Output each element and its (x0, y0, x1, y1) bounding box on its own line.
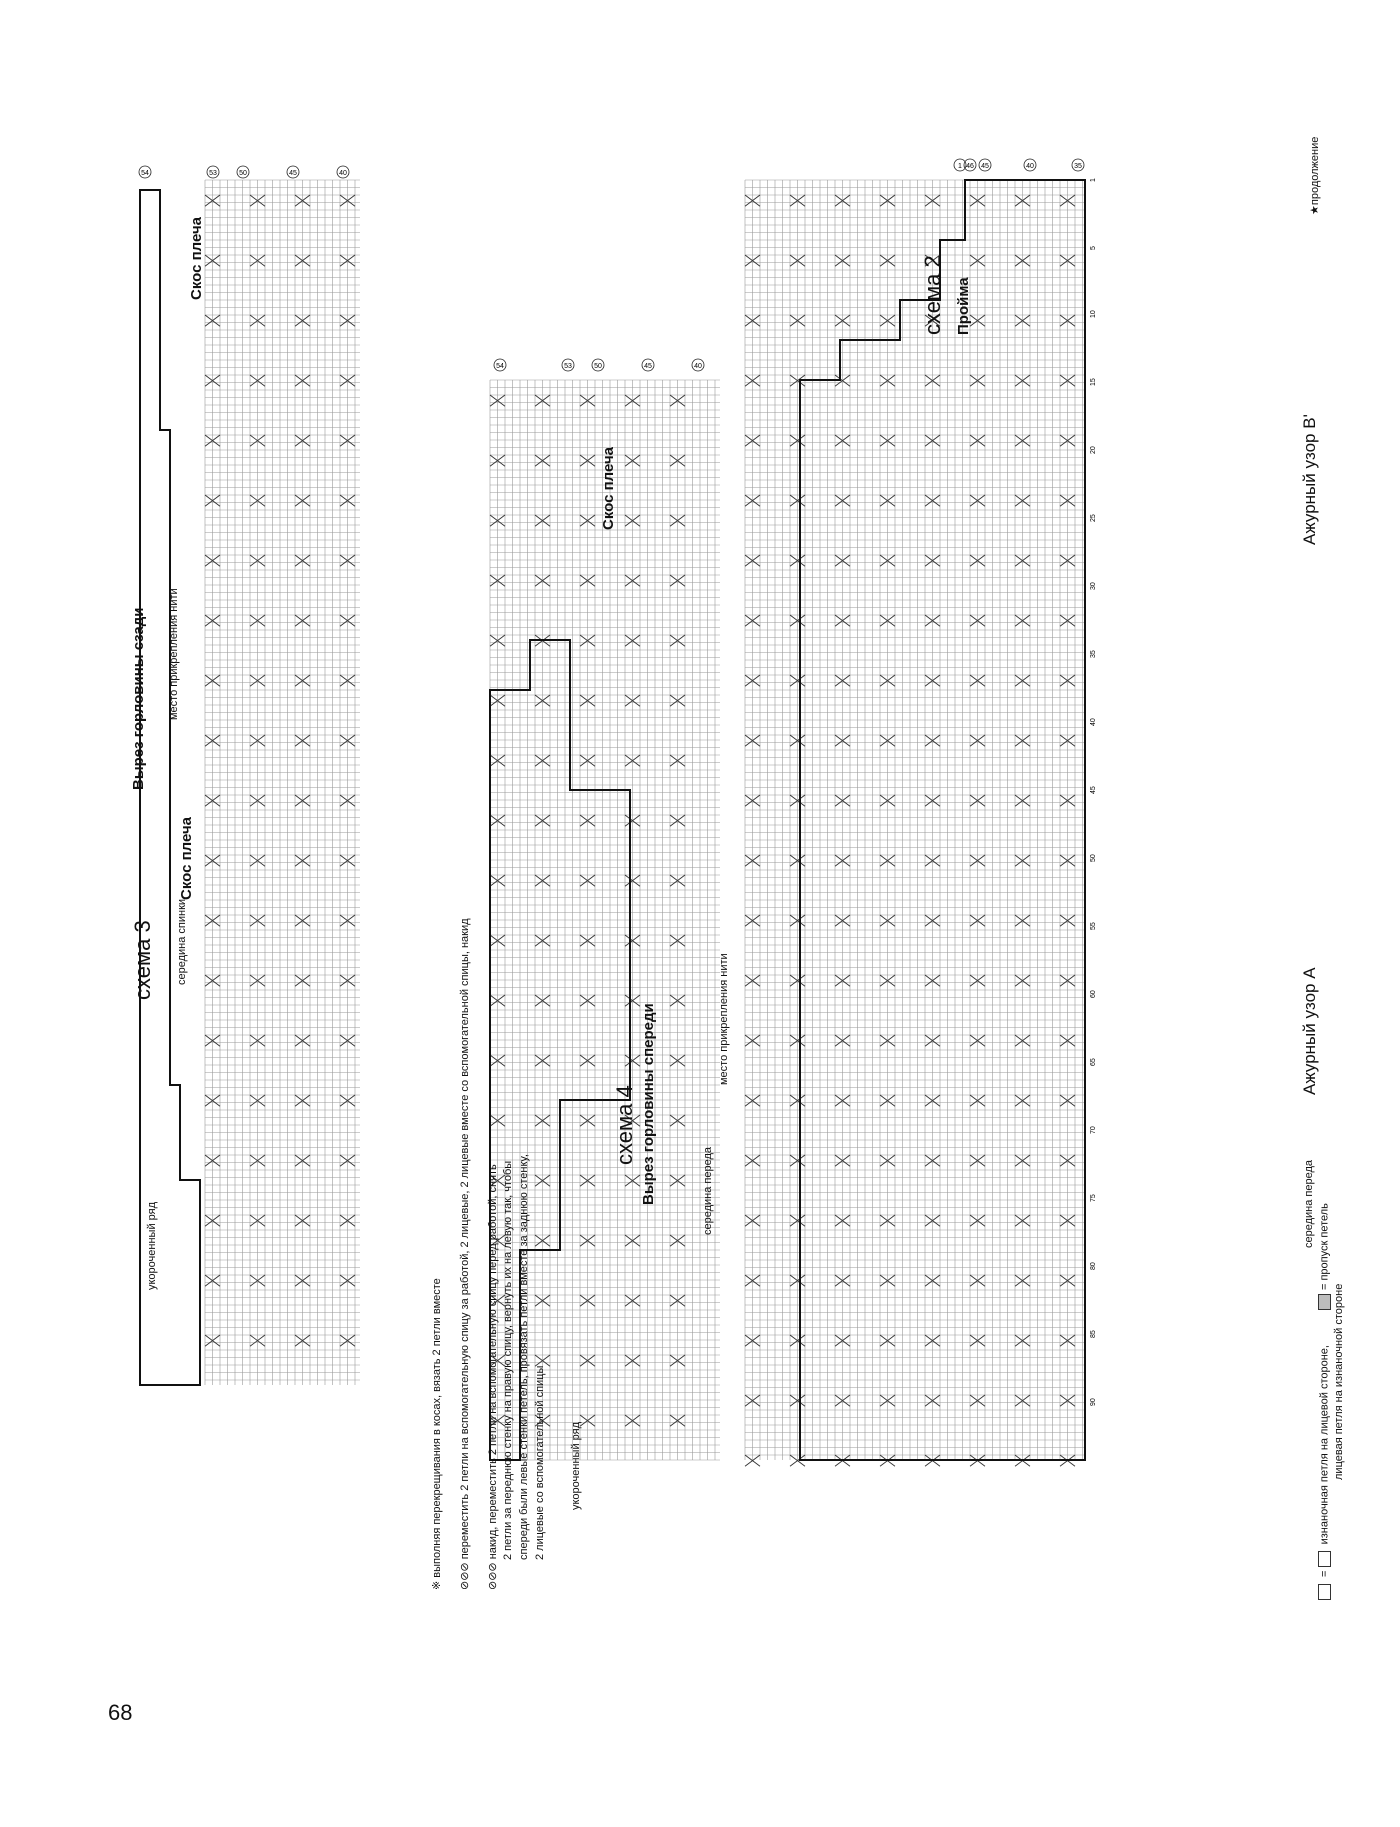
scheme3-row-number: 40 (339, 170, 347, 177)
scheme2-column-number: 80 (1090, 1262, 1097, 1270)
dash-cell-icon (1318, 1551, 1331, 1567)
pattern-b-label: Ажурный узор B' (1300, 414, 1319, 545)
page-number: 68 (108, 1700, 133, 1725)
scheme3-title: схема 3 (130, 920, 155, 1000)
scheme2-row-number: 45 (981, 163, 989, 170)
note-line-2: ⊘⊘⊘ переместить 2 петли на вспомогательную спицу за работой, 2 лицевые, 2 лицевые вместе со вспомогательной спицы, накид (459, 918, 471, 1590)
scheme2-column-number: 1 (1090, 178, 1097, 182)
note-line-1: ※ выполняя перекрещивания в косах, вязать 2 петли вместе (431, 1278, 443, 1590)
scheme3-row-number: 45 (289, 170, 297, 177)
scheme3-short-row-label: укороченный ряд (146, 1201, 158, 1290)
scheme4-title: схема 4 (612, 1085, 637, 1165)
scheme2-row-number: 40 (1026, 163, 1034, 170)
scheme2-title: схема 2 (920, 255, 945, 335)
scheme3-shoulder-label-right: Скос плеча (188, 216, 205, 300)
reference-mark-icon: ※ (431, 1577, 443, 1590)
scheme3-row-number: 54 (141, 170, 149, 177)
scheme2-column-number: 65 (1090, 1058, 1097, 1066)
legend-purl: = изнаночная петля на лицевой стороне, (1318, 1345, 1331, 1600)
note-line-4: 2 петли за переднюю стенку на правую спицу, вернуть их на левую так, чтобы (502, 1160, 514, 1560)
scheme4-shoulder-label: Скос плеча (600, 446, 617, 530)
scheme4-row-number: 54 (496, 363, 504, 370)
scheme2-column-number: 10 (1090, 310, 1097, 318)
legend-no-stitch: = пропуск петель (1318, 1203, 1331, 1310)
note-line-3: ⊘⊘⊘ накид, переместить 2 петли на вспомогательную спицу перед работой, снять (487, 1164, 499, 1590)
continuation-label: ★продолжение (1309, 136, 1321, 215)
gray-cell-icon (1318, 1294, 1331, 1310)
scheme2-column-number: 75 (1090, 1194, 1097, 1202)
scheme2-row-number: 46 (966, 163, 974, 170)
scheme2-column-number: 5 (1090, 246, 1097, 250)
scheme2-column-number: 85 (1090, 1330, 1097, 1338)
scheme3-row-number: 53 (209, 170, 217, 177)
scheme2-column-number: 60 (1090, 990, 1097, 998)
scheme3-shoulder-label: Скос плеча (178, 816, 195, 900)
scheme3-grid (139, 166, 360, 1385)
scheme2-column-number: 55 (1090, 922, 1097, 930)
scheme2-column-number: 50 (1090, 854, 1097, 862)
note-line-6: 2 лицевые со вспомогательной спицы (534, 1365, 546, 1560)
scheme2-subtitle: Пройма (955, 277, 972, 335)
scheme2-column-number: 35 (1090, 650, 1097, 658)
scheme4-short-row-label: укороченный ряд (570, 1421, 582, 1510)
scheme2-column-number: 20 (1090, 446, 1097, 454)
scheme2-column-number: 70 (1090, 1126, 1097, 1134)
empty-cell-icon (1318, 1584, 1331, 1600)
scheme3-subtitle: Вырез горловины сзади (130, 607, 147, 790)
scheme2-column-number: 45 (1090, 786, 1097, 794)
scheme4-row-number: 40 (694, 363, 702, 370)
cable-symbol-icon: ⊘⊘⊘ (459, 1559, 471, 1590)
scheme4-row-number: 45 (644, 363, 652, 370)
scheme2-column-number: 15 (1090, 378, 1097, 386)
scheme3-back-center-label: середина спинки (176, 898, 188, 985)
scheme2-column-number: 90 (1090, 1398, 1097, 1406)
scheme4-row-number: 50 (594, 363, 602, 370)
scheme3-attach-label: место прикрепления нити (168, 588, 180, 720)
scheme4-front-center-label: середина переда (702, 1146, 714, 1235)
scheme4-attach-label: место прикрепления нити (718, 953, 730, 1085)
scheme4-subtitle: Вырез горловины спереди (640, 1003, 657, 1205)
cable-symbol-icon: ⊘⊘⊘ (487, 1559, 499, 1590)
pattern-a-label: Ажурный узор А (1300, 967, 1319, 1095)
scheme2-column-number: 40 (1090, 718, 1097, 726)
scheme2-grid (745, 159, 1097, 1466)
scheme2-column-number: 30 (1090, 582, 1097, 590)
scheme3-row-number: 50 (239, 170, 247, 177)
star-icon: ★ (1309, 205, 1321, 215)
scheme2-row-number: 35 (1074, 163, 1082, 170)
legend-knit-back: лицевая петля на изнаночной стороне (1333, 1283, 1345, 1480)
scheme4-row-number: 53 (564, 363, 572, 370)
front-center-bottom-label: середина переда (1303, 1159, 1315, 1248)
note-line-5: спереди были левые стенки петель, провязать петли вместе за заднюю стенку, (518, 1154, 530, 1560)
scheme2-column-number: 25 (1090, 514, 1097, 522)
scheme2-row-number: 1 (958, 163, 962, 170)
